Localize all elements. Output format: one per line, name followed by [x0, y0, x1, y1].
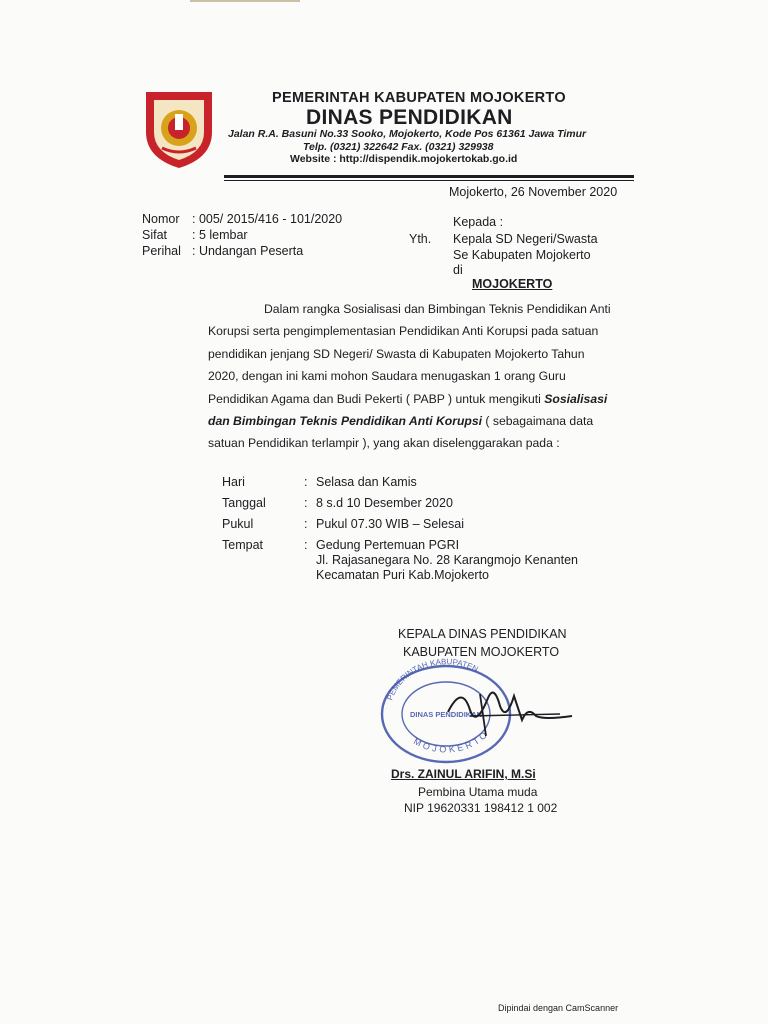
hari-colon: : [304, 475, 308, 489]
perihal-value: : Undangan Peserta [192, 244, 304, 258]
pukul-value: Pukul 07.30 WIB – Selesai [316, 517, 464, 531]
tanggal-colon: : [304, 496, 308, 510]
letter-date: Mojokerto, 26 November 2020 [449, 185, 618, 199]
recipient-line2: Se Kabupaten Mojokerto [453, 248, 591, 262]
body-line: dan Bimbingan Teknis Pendidikan Anti Korupsi ( sebagaimana data [208, 414, 594, 429]
recipient-yth: Yth. [409, 232, 432, 246]
pukul-label: Pukul [222, 517, 254, 531]
recipient-place: MOJOKERTO [472, 277, 553, 291]
body-line: pendidikan jenjang SD Negeri/ Swasta di Kabupaten Mojokerto Tahun [208, 346, 585, 361]
letterhead-rule-thick [224, 175, 634, 178]
signatory-title-1: KEPALA DINAS PENDIDIKAN [398, 627, 567, 641]
regency-emblem-logo [142, 86, 216, 170]
letterhead-website: Website : http://dispendik.mojokertokab.go.id [290, 153, 518, 165]
hari-value: Selasa dan Kamis [316, 475, 417, 489]
signatory-rank: Pembina Utama muda [418, 785, 538, 799]
scanner-footer: Dipindai dengan CamScanner [498, 1003, 619, 1013]
signatory-title-2: KABUPATEN MOJOKERTO [403, 645, 560, 659]
tempat-label: Tempat [222, 538, 263, 552]
letterhead-agency: DINAS PENDIDIKAN [306, 106, 513, 129]
nomor-label: Nomor [142, 212, 180, 226]
handwritten-signature [440, 676, 580, 746]
signatory-name: Drs. ZAINUL ARIFIN, M.Si [391, 767, 536, 781]
tanggal-label: Tanggal [222, 496, 266, 510]
scan-edge-mark [190, 0, 300, 2]
sifat-value: : 5 lembar [192, 228, 248, 242]
tempat-value-1: Gedung Pertemuan PGRI [316, 538, 460, 552]
tempat-value-3: Kecamatan Puri Kab.Mojokerto [316, 568, 490, 582]
letterhead-rule-thin [224, 180, 634, 181]
body-line: Pendidikan Agama dan Budi Pekerti ( PABP ) untuk mengikuti Sosialisasi [208, 391, 608, 406]
recipient-kepada: Kepada : [453, 215, 504, 229]
stamp-top-text: PEMERINTAH KABUPATEN [385, 657, 480, 702]
body-line: 2020, dengan ini kami mohon Saudara menugaskan 1 orang Guru [208, 369, 566, 384]
pukul-colon: : [304, 517, 308, 531]
body-paragraph [208, 298, 640, 455]
sifat-label: Sifat [142, 228, 168, 242]
perihal-label: Perihal [142, 244, 181, 258]
letterhead-address: Jalan R.A. Basuni No.33 Sooko, Mojokerto, Kode Pos 61361 Jawa Timur [228, 128, 587, 140]
hari-label: Hari [222, 475, 245, 489]
letterhead-phone: Telp. (0321) 322642 Fax. (0321) 329938 [303, 141, 494, 153]
recipient-di: di [453, 263, 463, 277]
body-line: Dalam rangka Sosialisasi dan Bimbingan Teknis Pendidikan Anti [264, 302, 611, 316]
tempat-colon: : [304, 538, 308, 552]
letterhead-government: PEMERINTAH KABUPATEN MOJOKERTO [272, 90, 566, 106]
tanggal-value: 8 s.d 10 Desember 2020 [316, 496, 453, 510]
body-line: satuan Pendidikan terlampir ), yang akan diselenggarakan pada : [208, 436, 560, 451]
recipient-line1: Kepala SD Negeri/Swasta [453, 232, 598, 246]
signatory-nip: NIP 19620331 198412 1 002 [404, 801, 558, 815]
nomor-value: : 005/ 2015/416 - 101/2020 [192, 212, 343, 226]
stamp-center-text: DINAS PENDIDIKAN [409, 710, 483, 719]
body-line: Korupsi serta pengimplementasian Pendidikan Anti Korupsi pada satuan [208, 324, 599, 339]
tempat-value-2: Jl. Rajasanegara No. 28 Karangmojo Kenanten [316, 553, 578, 567]
stamp-bottom-text: MOJOKERTO [411, 727, 492, 755]
